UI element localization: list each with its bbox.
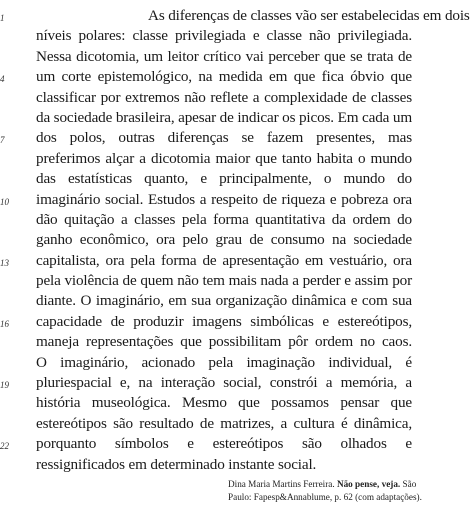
text-line: [36, 353, 412, 373]
line-number: 4: [0, 74, 5, 85]
passage-text: [0, 6, 470, 475]
line-text: ganho econômico, ora pelo grau de consumo na sociedade: [36, 231, 412, 249]
line-number: 19: [0, 380, 9, 391]
line-text: história museológica. Mesmo que possamos pensar que: [36, 394, 412, 412]
source-place: São: [402, 479, 417, 489]
text-line: [36, 88, 412, 108]
text-line: [0, 434, 412, 454]
source-citation: [228, 478, 422, 504]
line-text: preferimos alçar a dicotomia maior que tanto habita o mundo: [36, 149, 412, 167]
text-line: [36, 47, 412, 67]
line-number: 10: [0, 196, 9, 207]
text-line: [36, 291, 412, 311]
source-line-2: Paulo: Fapesp&Annablume, p. 62 (com adaptações).: [228, 492, 422, 502]
text-line: [0, 251, 412, 271]
text-line: [36, 210, 412, 230]
text-line: [0, 312, 412, 332]
line-number: 7: [0, 135, 5, 146]
text-line: [36, 332, 412, 352]
line-text: da sociedade brasileira, apesar de indicar os picos. Em cada um: [36, 108, 412, 126]
text-line: [36, 26, 412, 46]
source-author: Dina Maria Martins Ferreira.: [228, 479, 335, 489]
text-line: [0, 6, 470, 26]
line-text: O imaginário, acionado pela imaginação individual, é: [36, 353, 412, 371]
line-text: estereótipos são resultado de matrizes, a cultura é dinâmica,: [36, 414, 412, 432]
text-line: [36, 455, 412, 475]
line-number: 16: [0, 318, 9, 329]
line-number: 1: [0, 13, 5, 23]
text-line: [36, 108, 412, 128]
source-title: Não pense, veja.: [336, 479, 401, 489]
line-text: pela violência de quem não tem mais nada a perder e assim por: [36, 272, 412, 290]
text-line: [0, 128, 412, 148]
line-text: dos polos, outras diferenças se fazem presentes, mas: [36, 129, 412, 147]
text-line: [36, 169, 412, 189]
line-text: diante. O imaginário, em sua organização dinâmica e com sua: [36, 292, 412, 310]
line-text: ressignificados em determinado instante social.: [36, 455, 317, 473]
line-text: pluriespacial e, na interação social, constrói a memória, a: [36, 374, 412, 392]
text-line: [0, 373, 412, 393]
text-line: [36, 393, 412, 413]
text-line: [36, 271, 412, 291]
line-text: capitalista, ora pela forma de apresentação em vestuário, ora: [36, 251, 412, 269]
line-text: maneja representações que possibilitam pôr ordem no caos.: [36, 333, 412, 351]
line-text: um corte epistemológico, na medida em que fica óbvio que: [36, 68, 412, 86]
line-text: porquanto símbolos e estereótipos são olhados e: [36, 435, 412, 453]
line-text: Nessa dicotomia, um leitor crítico vai perceber que se trata de: [36, 47, 412, 65]
line-number: 13: [0, 257, 9, 268]
line-text: dão quitação a classes pela forma quantitativa da ordem do: [36, 210, 412, 228]
text-line: [0, 190, 412, 210]
text-line: [36, 149, 412, 169]
text-line: [36, 230, 412, 250]
text-line: [36, 414, 412, 434]
line-text: das estatísticas quanto, e principalmente, o mundo do: [36, 170, 412, 188]
line-text: imaginário social. Estudos a respeito de riqueza e pobreza ora: [36, 190, 412, 208]
line-number: 22: [0, 441, 9, 452]
line-text: níveis polares: classe privilegiada e classe não privilegiada.: [36, 27, 412, 45]
line-text: classificar por extremos não reflete a complexidade de classes: [36, 88, 412, 106]
text-line: [0, 67, 412, 87]
source-line-1: [228, 478, 417, 491]
line-text: As diferenças de classes vão ser estabelecidas em dois: [148, 7, 470, 24]
line-text: capacidade de produzir imagens simbólicas e estereótipos,: [36, 312, 412, 330]
